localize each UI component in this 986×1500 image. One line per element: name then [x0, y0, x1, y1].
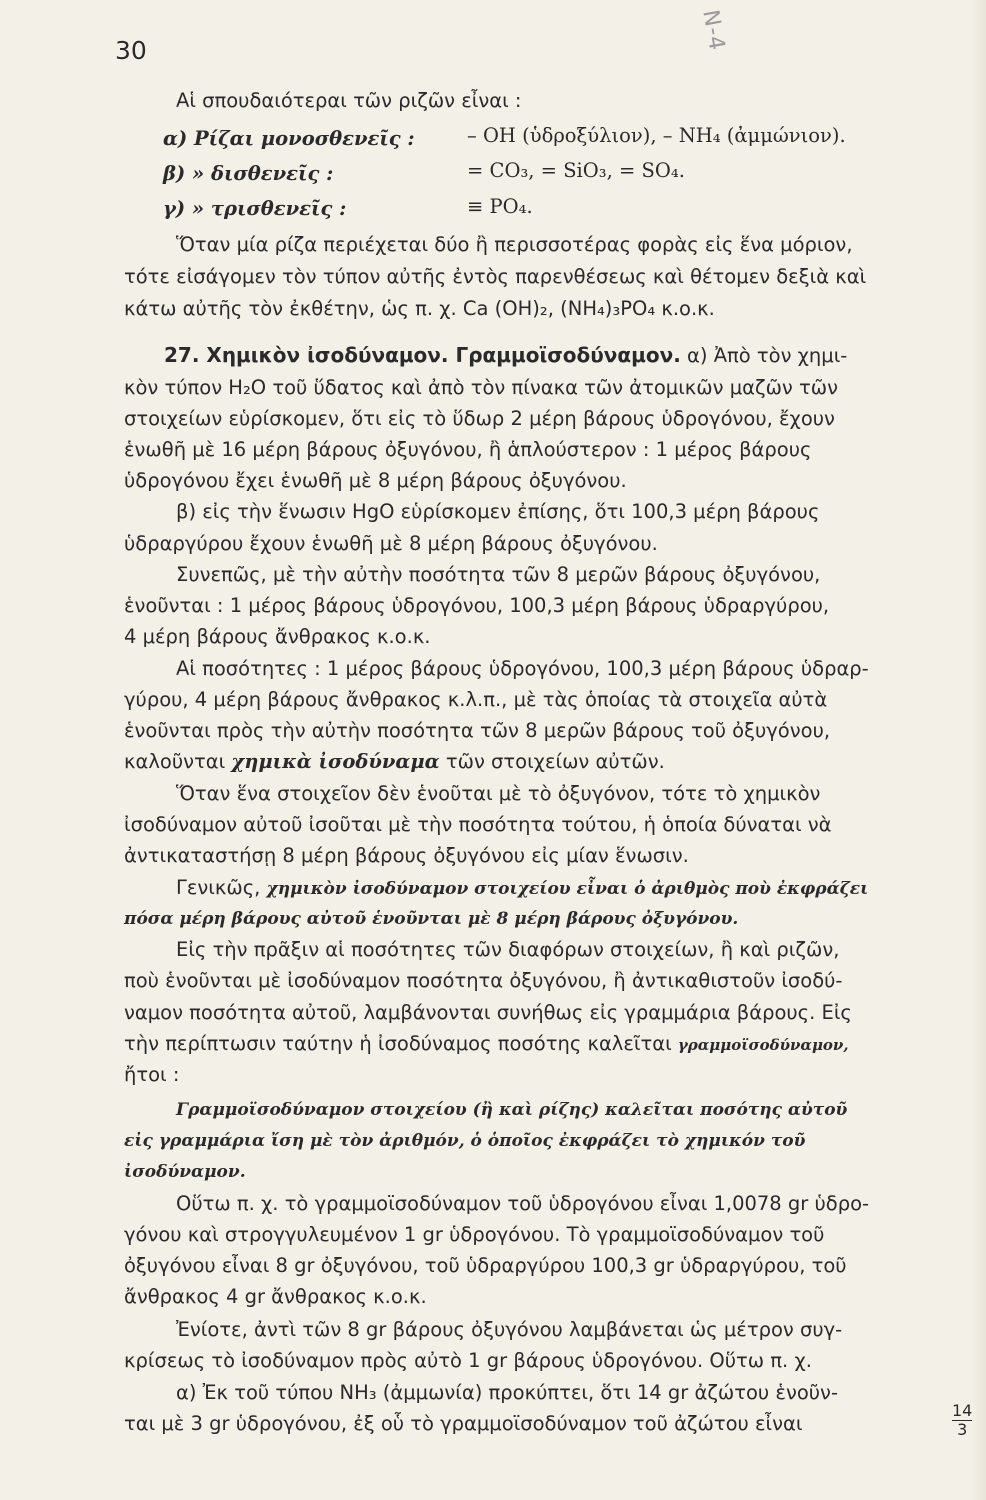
- definition-text: εἰς γραμμάρια ἴση μὲ τὸν ἀριθμόν, ὁ ὁποῖος ἐκφράζει τὸ χημικόν τοῦ: [124, 1131, 806, 1151]
- text-line: α) Ἐκ τοῦ τύπου NH₃ (ἀμμωνία) προκύπτει, ὅτι 14 gr ἀζώτου ἑνοῦν-: [176, 1381, 838, 1404]
- definition-text: πόσα μέρη βάρους αὐτοῦ ἑνοῦνται μὲ 8 μέρη βάρους ὀξυγόνου.: [124, 909, 739, 929]
- text-line: β) εἰς τὴν ἕνωσιν HgO εὑρίσκομεν ἐπίσης, ὅτι 100,3 μέρη βάρους: [176, 500, 820, 523]
- roots-tri-value: ≡ PO₄.: [467, 195, 533, 218]
- text-line: Ὅταν μία ρίζα περιέχεται δύο ἢ περισσοτέρας φορὰς εἰς ἕνα μόριον,: [176, 233, 853, 256]
- text-line: γύρου, 4 μέρη βάρους ἄνθρακος κ.λ.π., μὲ τὰς ὁποίας τὰ στοιχεῖα αὐτὰ: [124, 688, 828, 711]
- text-line: Εἰς τὴν πρᾶξιν αἱ ποσότητες τῶν διαφόρων στοιχείων, ἢ καὶ ριζῶν,: [176, 938, 840, 961]
- text-line: Συνεπῶς, μὲ τὴν αὐτὴν ποσότητα τῶν 8 μερῶν βάρους ὀξυγόνου,: [176, 563, 821, 586]
- text-span: καλοῦνται: [124, 750, 232, 773]
- text-line: [124, 1032, 849, 1057]
- definition-text: Γραμμοϊσοδύναμον στοιχείου (ἢ καὶ ρίζης) καλεῖται ποσότης αὐτοῦ: [176, 1100, 848, 1120]
- text-line: ται μὲ 3 gr ὑδρογόνου, ἐξ οὗ τὸ γραμμοϊσοδύναμον τοῦ ἀζώτου εἶναι: [124, 1412, 803, 1435]
- text-span: τὴν περίπτωσιν ταύτην ἡ ἰσοδύναμος ποσότης καλεῖται: [124, 1032, 678, 1055]
- fraction: [952, 1402, 972, 1439]
- text-span: Γενικῶς,: [176, 876, 267, 899]
- definition-text: χημικὸν ἰσοδύναμον στοιχείου εἶναι ὁ ἀριθμὸς ποὺ ἐκφράζει: [266, 879, 869, 899]
- text-line: ἤτοι :: [124, 1063, 180, 1086]
- text-line: ἑνοῦνται πρὸς τὴν αὐτὴν ποσότητα τῶν 8 μερῶν βάρους τοῦ ὀξυγόνου,: [124, 719, 831, 742]
- text-line: τότε εἰσάγομεν τὸν τύπον αὐτῆς ἐντὸς παρενθέσεως καὶ θέτομεν δεξιὰ καὶ: [124, 265, 867, 288]
- text-line: Οὕτω π. χ. τὸ γραμμοϊσοδύναμον τοῦ ὑδρογόνου εἶναι 1,0078 gr ὑδρο-: [176, 1192, 870, 1215]
- text-line: Ὅταν ἕνα στοιχεῖον δὲν ἑνοῦται μὲ τὸ ὀξυγόνον, τότε τὸ χημικὸν: [176, 782, 821, 805]
- text-line: ποὺ ἑνοῦνται μὲ ἰσοδύναμον ποσότητα ὀξυγόνου, ἢ ἀντικαθιστοῦν ἰσοδύ-: [124, 969, 843, 992]
- roots-mono-value: – OH (ὑδροξύλιον), – NH₄ (ἀμμώνιον).: [467, 124, 846, 147]
- text-span: τῶν στοιχείων αὐτῶν.: [439, 750, 665, 773]
- fraction-denominator: 3: [957, 1420, 968, 1439]
- text-line: Αἱ ποσότητες : 1 μέρος βάρους ὑδρογόνου, 100,3 μέρη βάρους ὑδραρ-: [176, 657, 869, 680]
- text-line: κάτω αὐτῆς τὸν ἐκθέτην, ὡς π. χ. Ca (OH)₂, (NH₄)₃PO₄ κ.ο.κ.: [124, 297, 715, 320]
- fraction-numerator: 14: [952, 1401, 973, 1420]
- roots-di-label: β) » δισθενεῖς :: [163, 162, 334, 185]
- page-edge-shadow: [972, 0, 986, 1500]
- text-line: ἄνθρακος 4 gr ἄνθρακος κ.ο.κ.: [124, 1285, 427, 1308]
- roots-tri-label: γ) » τρισθενεῖς :: [163, 197, 347, 220]
- text-line: ἀντικαταστήσῃ 8 μέρη βάρους ὀξυγόνου εἰς μίαν ἕνωσιν.: [124, 844, 689, 867]
- text-line: στοιχείων εὑρίσκομεν, ὅτι εἰς τὸ ὕδωρ 2 μέρη βάρους ὑδρογόνου, ἔχουν: [124, 407, 835, 430]
- page-number: 30: [115, 36, 147, 65]
- definition-text: ἰσοδύναμον.: [124, 1162, 246, 1182]
- section-heading-line: [164, 343, 847, 368]
- roots-di-value: = CO₃, = SiO₃, = SO₄.: [467, 159, 685, 182]
- definition-line: [176, 876, 868, 901]
- text-line: κρίσεως τὸ ἰσοδύναμον πρὸς αὐτὸ 1 gr βάρους ὑδρογόνου. Οὕτω π. χ.: [124, 1349, 812, 1372]
- emphasis-term: γραμμοϊσοδύναμον,: [677, 1036, 849, 1054]
- text-line: ἰσοδύναμον αὐτοῦ ἰσοῦται μὲ τὴν ποσότητα τούτου, ἡ ὁποία δύναται νὰ: [124, 813, 832, 836]
- margin-note: N-4: [697, 8, 730, 54]
- text-line: ναμον ποσότητα αὐτοῦ, λαμβάνονται συνήθως εἰς γραμμάρια βάρους. Εἰς: [124, 1001, 852, 1024]
- text-line: γόνου καὶ στρογγυλευμένον 1 gr ὑδρογόνου. Τὸ γραμμοϊσοδύναμον τοῦ: [124, 1223, 825, 1246]
- roots-mono-label: α) Ρίζαι μονοσθενεῖς :: [163, 127, 415, 150]
- text-line: ὀξυγόνου εἶναι 8 gr ὀξυγόνου, τοῦ ὑδραργύρου 100,3 gr ὑδραργύρου, τοῦ: [124, 1254, 847, 1277]
- text-line: ὑδραργύρου ἔχουν ἑνωθῆ μὲ 8 μέρη βάρους ὀξυγόνου.: [124, 532, 658, 555]
- text-line: ἑνοῦνται : 1 μέρος βάρους ὑδρογόνου, 100,3 μέρη βάρους ὑδραργύρου,: [124, 594, 830, 617]
- emphasis-term: χημικὰ ἰσοδύναμα: [231, 750, 440, 773]
- text-line: ὑδρογόνου ἔχει ἑνωθῆ μὲ 8 μέρη βάρους ὀξυγόνου.: [124, 469, 627, 492]
- text-line: κὸν τύπον H₂O τοῦ ὕδατος καὶ ἀπὸ τὸν πίνακα τῶν ἀτομικῶν μαζῶν τῶν: [124, 376, 838, 399]
- text-line: [124, 750, 665, 774]
- text-line: 4 μέρη βάρους ἄνθρακος κ.ο.κ.: [124, 625, 431, 648]
- text-span: α) Ἀπὸ τὸν χημι-: [687, 344, 848, 367]
- text-line: ἑνωθῆ μὲ 16 μέρη βάρους ὀξυγόνου, ἢ ἁπλούστερον : 1 μέρος βάρους: [124, 438, 812, 461]
- roots-intro: Αἱ σπουδαιότεραι τῶν ριζῶν εἶναι :: [176, 89, 522, 112]
- section-heading: 27. Χημικὸν ἰσοδύναμον. Γραμμοϊσοδύναμον.: [164, 343, 681, 367]
- text-line: Ἐνίοτε, ἀντὶ τῶν 8 gr βάρους ὀξυγόνου λαμβάνεται ὡς μέτρον συγ-: [176, 1318, 843, 1341]
